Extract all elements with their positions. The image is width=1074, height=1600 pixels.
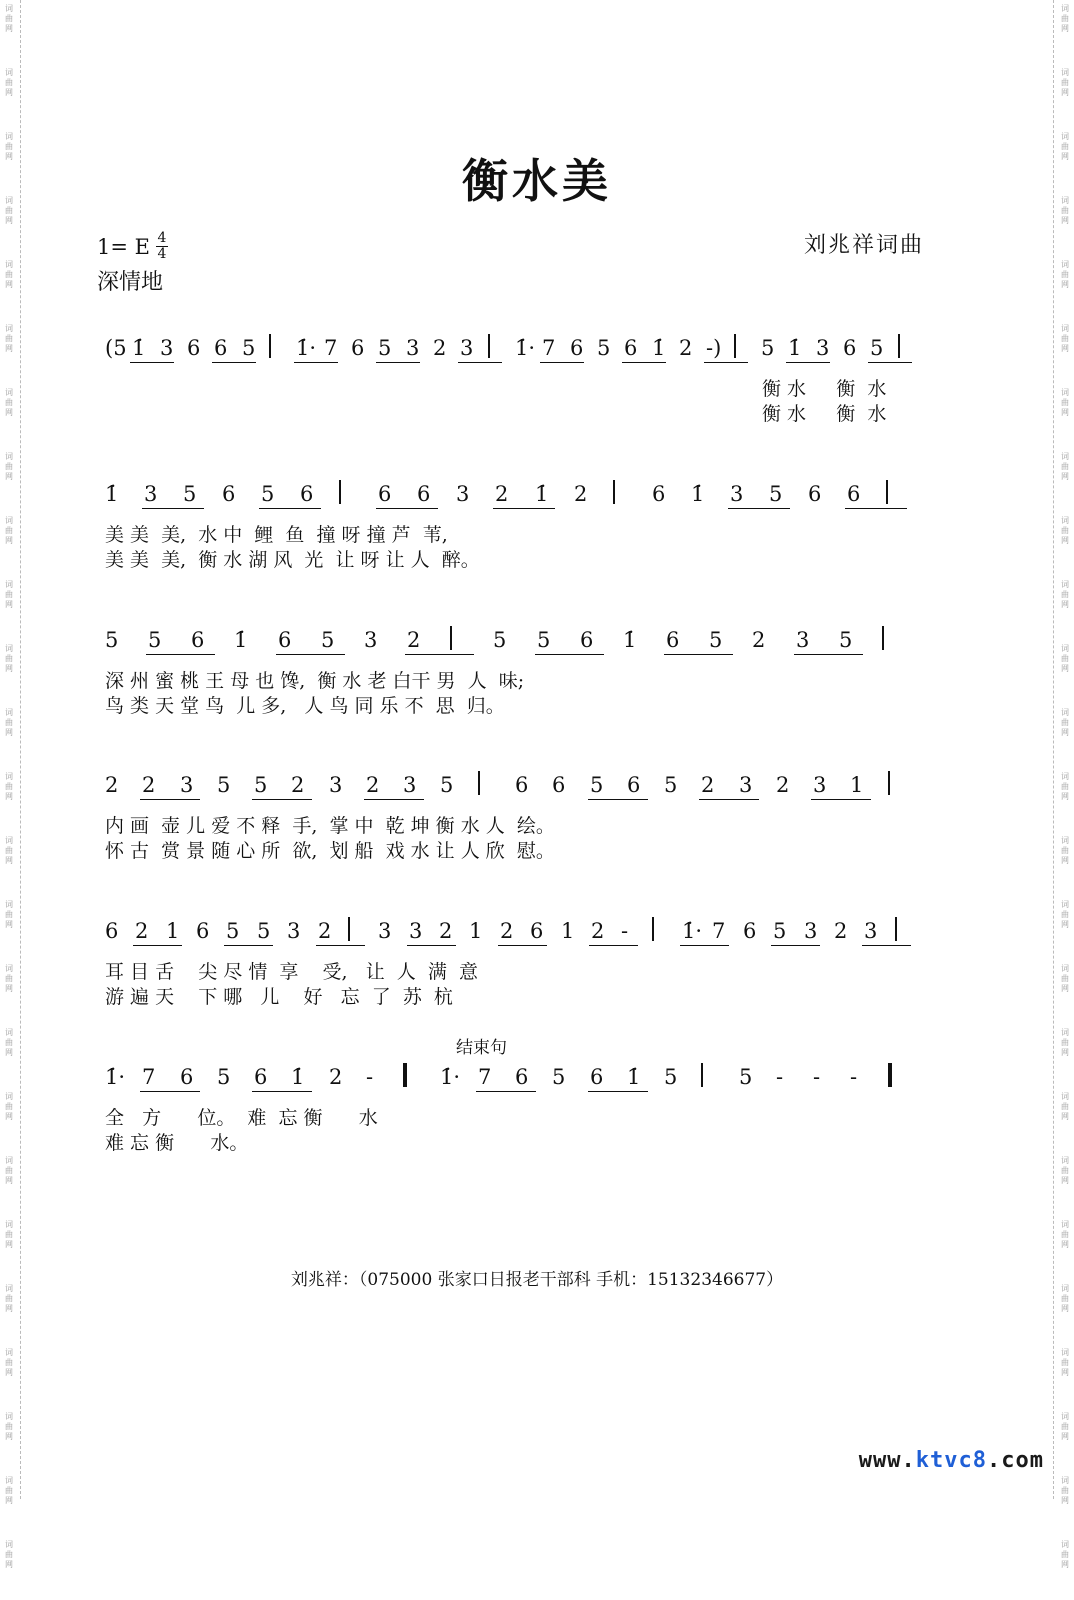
- lyric-line-2: 衡 水 衡 水: [762, 403, 887, 425]
- note: 3: [816, 336, 830, 360]
- watermark-text: 词曲网: [1061, 260, 1069, 289]
- barline: [478, 771, 480, 795]
- site-logo-part: ktvc8: [915, 1448, 988, 1473]
- note: 3: [180, 773, 194, 797]
- beam: [845, 508, 907, 509]
- watermark-text: 词曲网: [5, 516, 13, 545]
- barline: [895, 917, 897, 941]
- contact-footer: 刘兆祥：（075000 张家口日报老干部科 手机：15132346677）: [290, 1270, 784, 1290]
- note: 6: [300, 482, 314, 506]
- note: 2: [407, 628, 421, 652]
- tempo-marking: 深情地: [97, 270, 164, 295]
- watermark-text: 词曲网: [5, 836, 13, 865]
- notation-line: [105, 328, 935, 368]
- beam: [140, 799, 200, 800]
- beam: [224, 945, 273, 946]
- notation-line: [105, 474, 935, 514]
- note: -: [621, 919, 629, 943]
- note: 5: [537, 628, 551, 652]
- beam: [364, 799, 424, 800]
- barline: [898, 334, 900, 358]
- note: 6: [278, 628, 292, 652]
- watermark-text: 词曲网: [1061, 1412, 1069, 1441]
- note: 5: [183, 482, 197, 506]
- watermark-text: 词曲网: [5, 900, 13, 929]
- watermark-text: 词曲网: [5, 196, 13, 225]
- watermark-text: 词曲网: [5, 1220, 13, 1249]
- watermark-text: 词曲网: [1061, 516, 1069, 545]
- watermark-text: 词曲网: [1061, 1220, 1069, 1249]
- note: 1: [469, 919, 483, 943]
- barline: [882, 626, 884, 650]
- lyric-line-1: 全 方 位。 难 忘 衡 水: [105, 1107, 378, 1129]
- note: 2: [752, 628, 766, 652]
- note: 6: [196, 919, 210, 943]
- note: 2: [574, 482, 588, 506]
- watermark-text: 词曲网: [5, 388, 13, 417]
- beam: [498, 945, 547, 946]
- beam: [212, 362, 256, 363]
- beam: [794, 654, 863, 655]
- watermark-text: 词曲网: [5, 644, 13, 673]
- note: 3: [144, 482, 158, 506]
- note: 6: [530, 919, 544, 943]
- watermark-text: 词曲网: [1061, 900, 1069, 929]
- note: 5: [597, 336, 611, 360]
- ending-label: 结束句: [456, 1038, 507, 1058]
- watermark-text: 词曲网: [1061, 1540, 1069, 1569]
- beam: [259, 508, 321, 509]
- watermark-text: 词曲网: [5, 68, 13, 97]
- watermark-text: 词曲网: [5, 772, 13, 801]
- note: -: [776, 1065, 784, 1089]
- note: 5: [664, 773, 678, 797]
- beam: [699, 799, 759, 800]
- note: 2: [291, 773, 305, 797]
- note: 1̇: [234, 628, 248, 652]
- watermark-text: 词曲网: [1061, 580, 1069, 609]
- watermark-text: 词曲网: [5, 1092, 13, 1121]
- note: -: [366, 1065, 374, 1089]
- note: 3: [460, 336, 474, 360]
- note: 2: [701, 773, 715, 797]
- watermark-text: 词曲网: [5, 260, 13, 289]
- note: 1: [850, 773, 864, 797]
- beam: [786, 362, 830, 363]
- site-logo: [859, 1448, 1044, 1473]
- note: 1̇: [627, 1065, 641, 1089]
- beam: [130, 362, 174, 363]
- note: 6: [180, 1065, 194, 1089]
- note: 3: [160, 336, 174, 360]
- note: 6: [515, 1065, 529, 1089]
- beam: [868, 362, 912, 363]
- note: 6: [191, 628, 205, 652]
- note: 2: [591, 919, 605, 943]
- watermark-text: 词曲网: [1061, 4, 1069, 33]
- watermark-text: 词曲网: [1061, 132, 1069, 161]
- note: 3: [813, 773, 827, 797]
- beam: [622, 362, 666, 363]
- note: 6: [187, 336, 201, 360]
- beam: [588, 1091, 648, 1092]
- note: 5: [261, 482, 275, 506]
- note: 5: [242, 336, 256, 360]
- beam: [535, 654, 604, 655]
- author-credit: 刘兆祥词曲: [803, 233, 924, 258]
- note: 5: [870, 336, 884, 360]
- note: 3: [403, 773, 417, 797]
- note: 5: [773, 919, 787, 943]
- note: (5: [105, 336, 127, 360]
- note: 1̇·: [440, 1065, 461, 1089]
- note: 3: [796, 628, 810, 652]
- note: 1̇: [691, 482, 705, 506]
- note: 6: [590, 1065, 604, 1089]
- note: 3: [864, 919, 878, 943]
- beam: [142, 508, 204, 509]
- time-bottom: 4: [157, 246, 167, 262]
- watermark-text: 词曲网: [5, 1348, 13, 1377]
- watermark-text: 词曲网: [1061, 196, 1069, 225]
- note: 6: [652, 482, 666, 506]
- lyric-line-2: 难 忘 衡 水。: [105, 1132, 249, 1154]
- watermark-text: 词曲网: [5, 708, 13, 737]
- lyric-line-1: 深 州 蜜 桃 王 母 也 馋, 衡 水 老 白干 男 人 味;: [105, 670, 525, 692]
- watermark-text: 词曲网: [1061, 708, 1069, 737]
- beam: [276, 654, 345, 655]
- watermark-text: 词曲网: [1061, 964, 1069, 993]
- note: 7: [712, 919, 726, 943]
- note: 5: [739, 1065, 753, 1089]
- lyric-line-2: 游 遍 天 下 哪 儿 好 忘 了 苏 杭: [105, 986, 453, 1008]
- song-title: 衡水美: [462, 154, 612, 208]
- note: 2: [329, 1065, 343, 1089]
- note: 7: [478, 1065, 492, 1089]
- note: 5: [761, 336, 775, 360]
- beam: [407, 945, 456, 946]
- note: 5: [254, 773, 268, 797]
- barline: [488, 334, 490, 358]
- beam: [294, 362, 338, 363]
- watermark-text: 词曲网: [5, 1156, 13, 1185]
- note: 5: [552, 1065, 566, 1089]
- watermark-text: 词曲网: [1061, 644, 1069, 673]
- beam: [704, 362, 748, 363]
- note: 1̇·: [682, 919, 703, 943]
- note: 7: [542, 336, 556, 360]
- watermark-text: 词曲网: [5, 1028, 13, 1057]
- note: 6: [515, 773, 529, 797]
- lyric-line-1: 衡 水 衡 水: [762, 378, 887, 400]
- beam: [771, 945, 820, 946]
- note: 6: [222, 482, 236, 506]
- lyric-line-1: 耳 目 舌 尖 尽 情 享 受, 让 人 满 意: [105, 961, 478, 983]
- note: 3: [739, 773, 753, 797]
- note: 3: [409, 919, 423, 943]
- watermark-text: 词曲网: [1061, 388, 1069, 417]
- note: 6: [378, 482, 392, 506]
- note: 3: [730, 482, 744, 506]
- note: 6: [843, 336, 857, 360]
- watermark-text: 词曲网: [5, 452, 13, 481]
- note: 5: [217, 1065, 231, 1089]
- note: 6: [351, 336, 365, 360]
- note: 2: [318, 919, 332, 943]
- watermark-text: 词曲网: [5, 1284, 13, 1313]
- note: 6: [417, 482, 431, 506]
- barline: [886, 480, 888, 504]
- note: 6: [580, 628, 594, 652]
- note: 5: [769, 482, 783, 506]
- watermark-text: 词曲网: [1061, 452, 1069, 481]
- barline: [348, 917, 350, 941]
- beam: [862, 945, 911, 946]
- note: 5: [226, 919, 240, 943]
- note: 1̇·: [515, 336, 536, 360]
- watermark-text: 词曲网: [5, 324, 13, 353]
- beam: [540, 362, 584, 363]
- watermark-text: 词曲网: [5, 1412, 13, 1441]
- beam: [252, 799, 312, 800]
- note: 1̇: [623, 628, 637, 652]
- watermark-text: 词曲网: [1061, 1028, 1069, 1057]
- note: 2: [834, 919, 848, 943]
- watermark-text: 词曲网: [5, 1476, 13, 1505]
- beam: [252, 1091, 312, 1092]
- notation-line: [105, 620, 935, 660]
- note: 3: [804, 919, 818, 943]
- note: 6: [666, 628, 680, 652]
- note: 2: [679, 336, 693, 360]
- note: 5: [709, 628, 723, 652]
- beam: [458, 362, 502, 363]
- barline: [888, 1063, 892, 1087]
- note: 1̇·: [296, 336, 317, 360]
- note: 6: [847, 482, 861, 506]
- beam: [133, 945, 182, 946]
- notation-line: [105, 911, 935, 951]
- watermark-text: 词曲网: [1061, 1348, 1069, 1377]
- note: 7: [324, 336, 338, 360]
- beam: [664, 654, 733, 655]
- watermark-text: 词曲网: [1061, 1156, 1069, 1185]
- barline: [734, 334, 736, 358]
- beam: [376, 362, 420, 363]
- note: 6: [808, 482, 822, 506]
- note: 5: [105, 628, 119, 652]
- lyric-line-2: 怀 古 赏 景 随 心 所 欲, 划 船 戏 水 让 人 欣 慰。: [105, 840, 555, 862]
- beam: [811, 799, 871, 800]
- note: 6: [624, 336, 638, 360]
- note: 5: [590, 773, 604, 797]
- barline: [613, 480, 615, 504]
- note: 5: [217, 773, 231, 797]
- watermark-text: 词曲网: [1061, 836, 1069, 865]
- note: 5: [493, 628, 507, 652]
- note: 3: [364, 628, 378, 652]
- note: 1̇: [535, 482, 549, 506]
- beam: [476, 1091, 536, 1092]
- barline: [339, 480, 341, 504]
- note: 2: [105, 773, 119, 797]
- watermark-text: 词曲网: [1061, 68, 1069, 97]
- beam: [589, 945, 638, 946]
- note: 5: [378, 336, 392, 360]
- watermark-text: 词曲网: [1061, 1092, 1069, 1121]
- lyric-line-1: 美 美 美, 水 中 鲤 鱼 撞 呀 撞 芦 苇,: [105, 524, 448, 546]
- note: 3: [378, 919, 392, 943]
- note: 2: [433, 336, 447, 360]
- note: -: [850, 1065, 858, 1089]
- watermark-text: 词曲网: [5, 580, 13, 609]
- note: 3: [456, 482, 470, 506]
- note: 1̇: [132, 336, 146, 360]
- note: 3: [287, 919, 301, 943]
- watermark-text: 词曲网: [1061, 1476, 1069, 1505]
- note: 6: [627, 773, 641, 797]
- barline: [450, 626, 452, 650]
- time-top: 4: [157, 230, 167, 246]
- note: 7: [142, 1065, 156, 1089]
- barline: [652, 917, 654, 941]
- note: 5: [148, 628, 162, 652]
- note: 1̇: [291, 1065, 305, 1089]
- watermark-text: 词曲网: [5, 964, 13, 993]
- note: 6: [214, 336, 228, 360]
- beam: [376, 508, 438, 509]
- note: 6: [570, 336, 584, 360]
- notation-line: [105, 765, 935, 805]
- note: 1: [561, 919, 575, 943]
- watermark-text: 词曲网: [1061, 1284, 1069, 1313]
- barline: [269, 334, 271, 358]
- watermark-text: 词曲网: [1061, 324, 1069, 353]
- note: -: [813, 1065, 821, 1089]
- note: 5: [321, 628, 335, 652]
- note: 5: [440, 773, 454, 797]
- beam: [316, 945, 365, 946]
- lyric-line-2: 鸟 类 天 堂 鸟 儿 多, 人 鸟 同 乐 不 思 归。: [105, 695, 505, 717]
- note: 1̇: [788, 336, 802, 360]
- watermark-text: 词曲网: [5, 4, 13, 33]
- note: 1̇: [652, 336, 666, 360]
- note: 6: [743, 919, 757, 943]
- beam: [680, 945, 729, 946]
- site-logo-part: www.: [858, 1448, 916, 1473]
- key-label: 1= E: [97, 234, 150, 259]
- note: 1̇: [105, 482, 119, 506]
- note: 5: [257, 919, 271, 943]
- note: 2: [142, 773, 156, 797]
- note: 2: [495, 482, 509, 506]
- barline: [403, 1063, 407, 1087]
- note: 2: [776, 773, 790, 797]
- note: 6: [552, 773, 566, 797]
- watermark-text: 词曲网: [5, 132, 13, 161]
- beam: [588, 799, 648, 800]
- note: 6: [105, 919, 119, 943]
- barline: [888, 771, 890, 795]
- note: 2: [500, 919, 514, 943]
- note: 1: [166, 919, 180, 943]
- time-signature: [156, 232, 168, 261]
- lyric-line-2: 美 美 美, 衡 水 湖 风 光 让 呀 让 人 醉。: [105, 549, 480, 571]
- note: 5: [664, 1065, 678, 1089]
- site-logo-part: .com: [987, 1448, 1044, 1473]
- note: 2: [366, 773, 380, 797]
- note: 2: [439, 919, 453, 943]
- note: 6: [254, 1065, 268, 1089]
- beam: [146, 654, 215, 655]
- barline: [701, 1063, 703, 1087]
- note: -): [706, 336, 722, 360]
- note: 5: [839, 628, 853, 652]
- note: 1̇·: [105, 1065, 126, 1089]
- key-signature: [97, 232, 168, 261]
- watermark-text: 词曲网: [1061, 772, 1069, 801]
- lyric-line-1: 内 画 壶 儿 爱 不 释 手, 掌 中 乾 坤 衡 水 人 绘。: [105, 815, 555, 837]
- note: 2: [135, 919, 149, 943]
- beam: [405, 654, 474, 655]
- note: 3: [329, 773, 343, 797]
- beam: [728, 508, 790, 509]
- note: 3: [406, 336, 420, 360]
- beam: [140, 1091, 200, 1092]
- notation-line: [105, 1057, 935, 1097]
- watermark-text: 词曲网: [5, 1540, 13, 1569]
- beam: [493, 508, 555, 509]
